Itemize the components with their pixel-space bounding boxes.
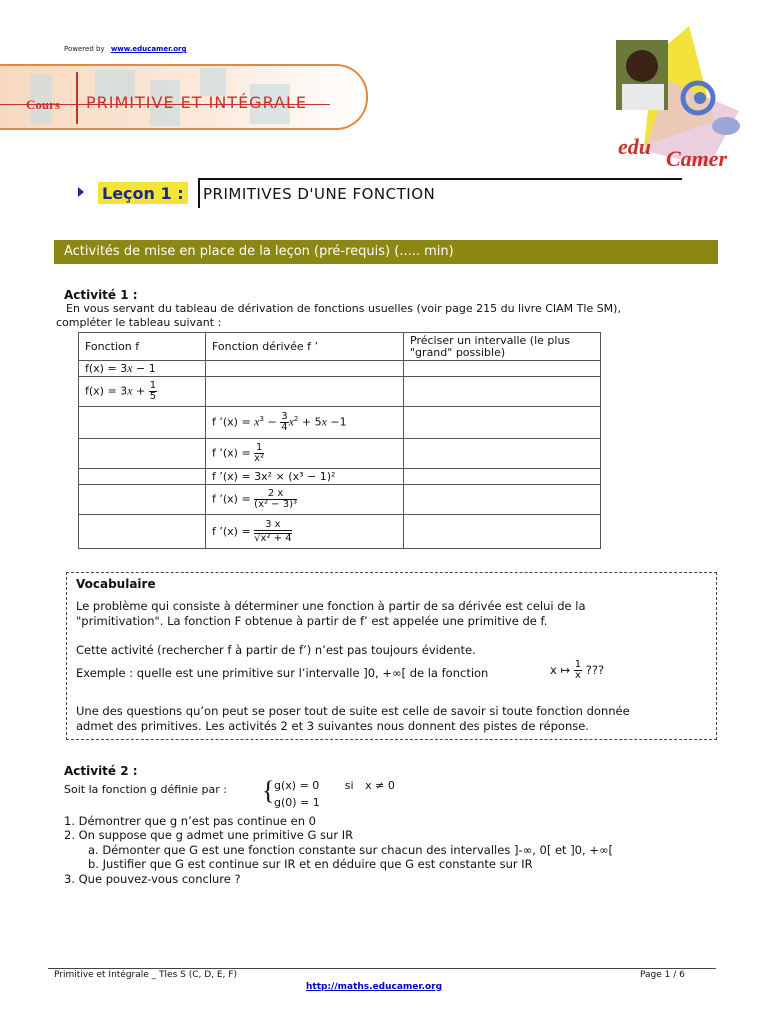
footer-left: Primitive et Intégrale _ Tles S (C, D, E, F) xyxy=(54,970,237,980)
question-2b: b. Justifier que G est continue sur IR et en déduire que G est constante sur IR xyxy=(88,857,533,871)
powered-by-label: Powered by xyxy=(64,45,105,53)
header-intervalle-2: "grand" possible) xyxy=(410,345,506,359)
vocab-p1b: "primitivation". La fonction F obtenue à partir de f’ est appelée une primitive de f. xyxy=(76,614,548,628)
activite1-line1: En vous servant du tableau de dérivation de fonctions usuelles (voir page 215 du livre CIAM Tle SM), xyxy=(66,302,621,315)
table-row xyxy=(79,377,601,407)
cell: f(x) = 3x + $\frac{1}{5}$ xyxy=(79,377,206,407)
cell xyxy=(404,377,601,407)
activite1-title: Activité 1 : xyxy=(64,288,138,302)
vocab-example-function: x ↦ $\frac{1}{x}$ ??? xyxy=(550,659,605,681)
cell: f ’(x) = $\frac{3 x}{\text{√x² + 4}}$ xyxy=(206,515,404,549)
header-intervalle-1: Préciser un intervalle (le plus xyxy=(410,333,571,347)
educamer-link[interactable]: www.educamer.org xyxy=(110,45,187,53)
vocab-p4a: Une des questions qu’on peut se poser tout de suite est celle de savoir si toute fonction donnée xyxy=(76,704,630,718)
derivatives-table xyxy=(78,332,601,549)
activite2-intro: Soit la fonction g définie par : xyxy=(64,783,227,796)
system-brace: { xyxy=(262,776,275,805)
table-row xyxy=(79,515,601,549)
cell xyxy=(404,407,601,439)
cell xyxy=(79,485,206,515)
vocab-p2: Cette activité (rechercher f à partir de f’) n’est pas toujours évidente. xyxy=(76,643,476,657)
course-title: PRIMITIVE ET INTÉGRALE xyxy=(86,93,308,112)
table-row xyxy=(79,485,601,515)
vocab-p1a: Le problème qui consiste à déterminer une fonction à partir de sa dérivée est celui de la xyxy=(76,599,586,613)
cell xyxy=(206,361,404,377)
lesson-title: PRIMITIVES D'UNE FONCTION xyxy=(203,185,436,203)
table-header-row xyxy=(79,333,601,361)
table-row xyxy=(79,469,601,485)
banner-divider xyxy=(76,72,78,124)
cell xyxy=(79,515,206,549)
footer-rule xyxy=(48,968,716,969)
cell xyxy=(404,361,601,377)
cell xyxy=(404,469,601,485)
header-fonction: Fonction f xyxy=(79,333,206,361)
table-row xyxy=(79,439,601,469)
cell: f ’(x) = $\frac{2 x}{\text{(x² − 3)³}}$ xyxy=(206,485,404,515)
vocab-p4b: admet des primitives. Les activités 2 et 3 suivantes nous donnent des pistes de réponse. xyxy=(76,719,589,733)
activities-bar xyxy=(54,240,718,264)
system-line1: g(x) = 0 si x ≠ 0 xyxy=(274,779,395,792)
question-1: 1. Démontrer que g n’est pas continue en 0 xyxy=(64,814,316,828)
cell: f ’(x) = $\frac{1}{\text{x²}}$ xyxy=(206,439,404,469)
lesson-label: Leçon 1 : xyxy=(98,182,188,204)
activities-bar-text: Activités de mise en place de la leçon (pré-requis) (..... min) xyxy=(64,244,454,259)
table-row xyxy=(79,361,601,377)
lesson-arrow-icon xyxy=(78,187,84,197)
cell xyxy=(404,515,601,549)
cell xyxy=(404,485,601,515)
table-row xyxy=(79,407,601,439)
educamer-logo xyxy=(614,26,744,176)
vocab-p3a: Exemple : quelle est une primitive sur l’intervalle ]0, +∞[ de la fonction xyxy=(76,666,489,680)
question-2: 2. On suppose que g admet une primitive G sur IR xyxy=(64,828,354,842)
question-2a: a. Démonter que G est une fonction constante sur chacun des intervalles ]-∞, 0[ et ]0, +∞[ xyxy=(88,843,614,857)
cell xyxy=(79,407,206,439)
activite1-line2: compléter le tableau suivant : xyxy=(56,316,222,329)
cell xyxy=(79,439,206,469)
cell: f ’(x) = 3x² × (x³ − 1)² xyxy=(206,469,404,485)
logo-edu: edu xyxy=(618,134,651,159)
cours-label: Cours xyxy=(26,97,60,112)
logo-camer: Camer xyxy=(666,146,728,171)
vocabulaire-title: Vocabulaire xyxy=(76,577,156,591)
system-line2: g(0) = 1 xyxy=(274,796,320,809)
cell: f(x) = 3x − 1 xyxy=(79,361,206,377)
footer-link[interactable]: http://maths.educamer.org xyxy=(306,982,443,992)
cell xyxy=(79,469,206,485)
cell xyxy=(404,439,601,469)
question-3: 3. Que pouvez-vous conclure ? xyxy=(64,872,241,886)
header-derivee: Fonction dérivée f ’ xyxy=(206,333,404,361)
footer-page: Page 1 / 6 xyxy=(640,970,685,980)
header-intervalle xyxy=(404,333,601,361)
cell: f ’(x) = $x^3$ − $\frac{3}{4}$ $x^2 + 5x -1$ xyxy=(206,407,404,439)
powered-by xyxy=(64,45,186,53)
cell xyxy=(206,377,404,407)
activite2-title: Activité 2 : xyxy=(64,764,138,778)
